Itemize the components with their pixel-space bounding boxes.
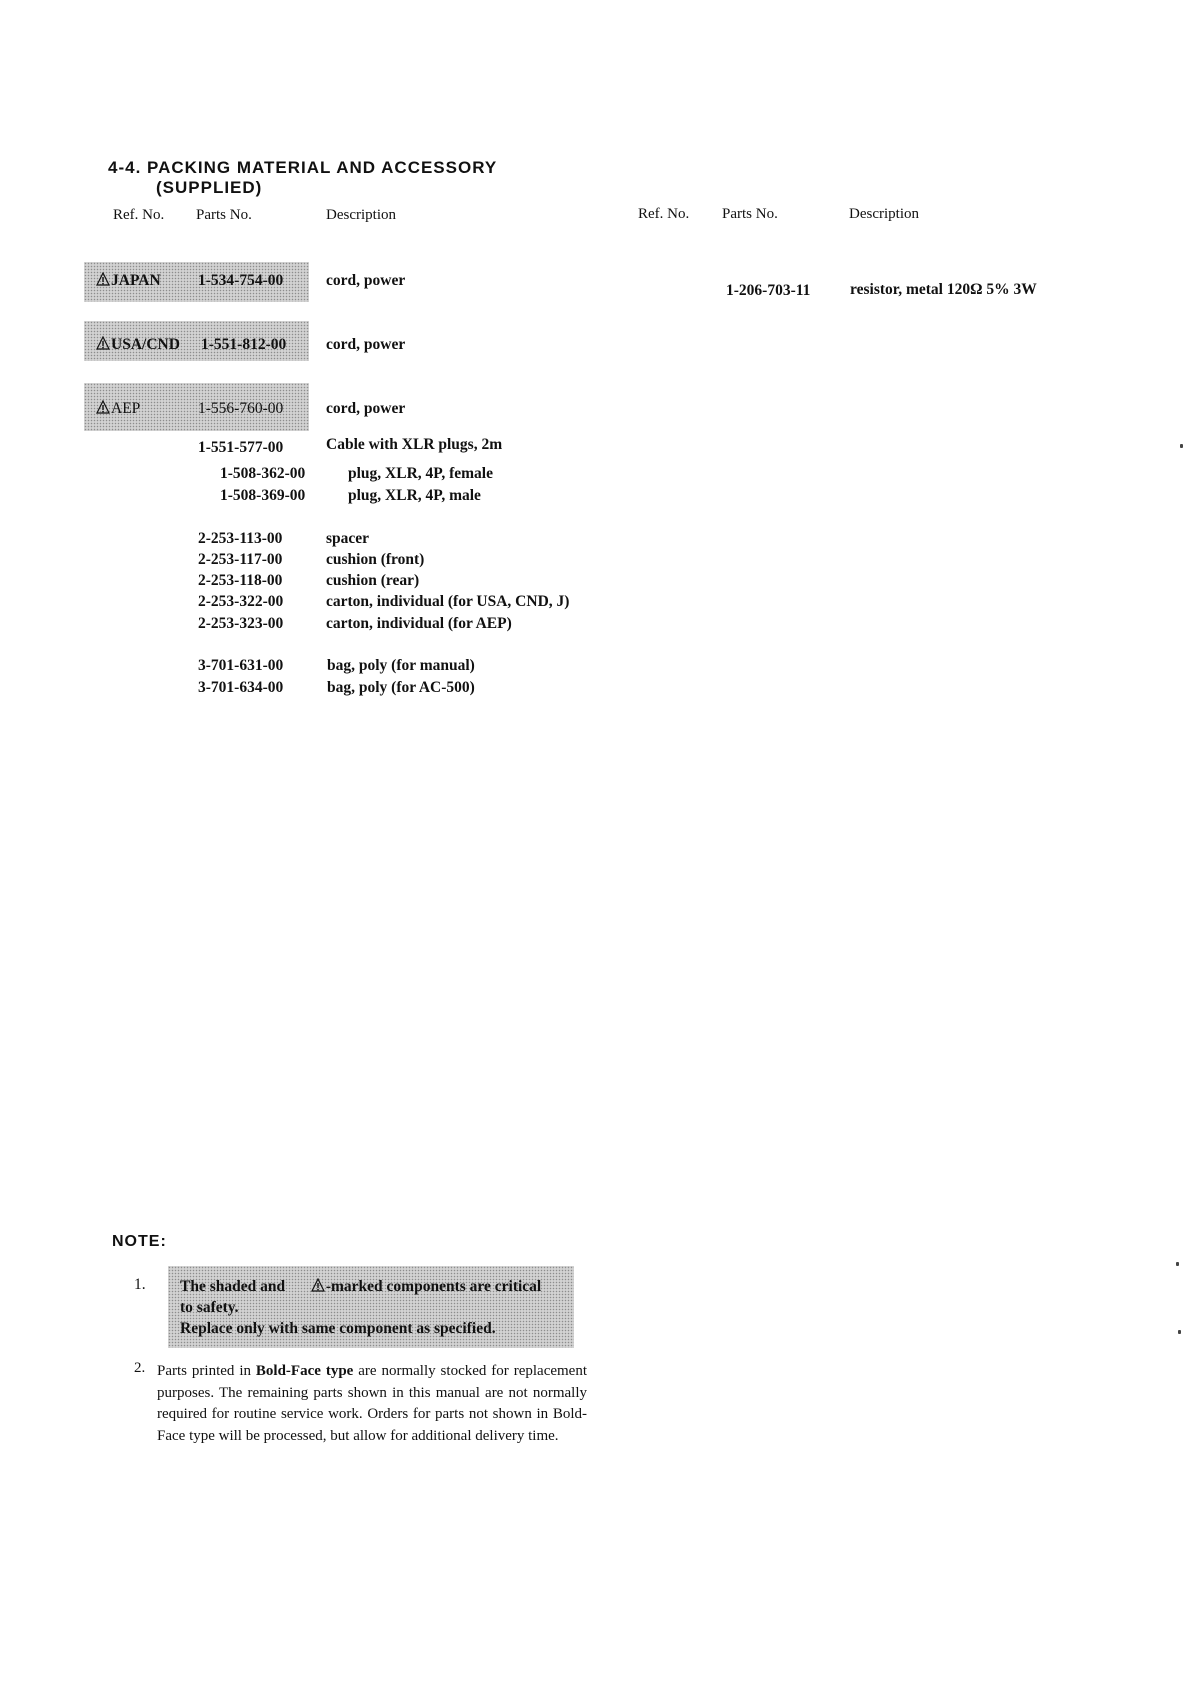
ref-no-header: Ref. No. (638, 206, 690, 222)
warning-triangle-icon (96, 336, 110, 350)
warning-triangle-icon (96, 400, 110, 414)
parts-row-part: 2-253-118-00 (198, 572, 283, 589)
parts-row-desc: carton, individual (for AEP) (326, 615, 512, 632)
safety-row-part: 1-551-812-00 (201, 336, 287, 353)
safety-row-desc: cord, power (326, 272, 406, 289)
safety-row-ref: AEP (111, 400, 141, 417)
warning-triangle-icon (96, 272, 110, 286)
parts-row-desc: cushion (front) (326, 551, 425, 568)
safety-row-desc: cord, power (326, 400, 406, 417)
section-subtitle: (SUPPLIED) (156, 178, 263, 197)
parts-no-header: Parts No. (196, 207, 252, 223)
parts-row-desc: carton, individual (for USA, CND, J) (326, 593, 570, 610)
warning-triangle-icon (311, 1278, 325, 1292)
parts-row-desc: bag, poly (for manual) (327, 657, 475, 674)
safety-row-part: 1-534-754-00 (198, 272, 284, 289)
parts-row-desc: cushion (rear) (326, 572, 420, 589)
parts-row-part: 1-551-577-00 (198, 439, 284, 456)
scan-speck (1180, 444, 1183, 448)
parts-row-desc: plug, XLR, 4P, female (348, 465, 493, 482)
parts-row-desc: spacer (326, 530, 370, 547)
description-header: Description (849, 206, 919, 222)
note-item-2-text: Parts printed in Bold-Face type are normally stocked for replacement purposes. The remaining parts shown in this manual are not normally required for routine service work. Orders for parts not shown in Bold-Face type will be processed, but allow for additional delivery time. (157, 1363, 587, 1444)
safety-row-part: 1-556-760-00 (198, 400, 284, 417)
parts-row-desc: bag, poly (for AC-500) (327, 679, 475, 696)
safety-row-ref: JAPAN (111, 272, 161, 289)
parts-row-part: 3-701-634-00 (198, 679, 284, 696)
safety-row-ref: USA/CND (111, 336, 180, 353)
note-item-1-line-1: The shaded and -marked components are critical (180, 1278, 542, 1295)
description-header: Description (326, 207, 396, 223)
note-item-1-line-2: to safety. (180, 1299, 239, 1316)
parts-no-header: Parts No. (722, 206, 778, 222)
parts-row-desc: plug, XLR, 4P, male (348, 487, 481, 504)
parts-row-desc: resistor, metal 120Ω 5% 3W (850, 281, 1037, 298)
scan-speck (1176, 1262, 1179, 1266)
parts-row-part: 2-253-323-00 (198, 615, 284, 632)
safety-row-desc: cord, power (326, 336, 406, 353)
parts-row-part: 1-206-703-11 (726, 282, 811, 299)
note-item-1-line-3: Replace only with same component as specified. (180, 1320, 496, 1337)
note-item-number: 1. (134, 1276, 146, 1293)
parts-row-desc: Cable with XLR plugs, 2m (326, 436, 503, 453)
parts-row-part: 3-701-631-00 (198, 657, 284, 674)
scan-speck (1178, 1330, 1181, 1334)
section-title: 4-4. PACKING MATERIAL AND ACCESSORY (108, 158, 498, 177)
ref-no-header: Ref. No. (113, 207, 165, 223)
parts-row-part: 1-508-362-00 (220, 465, 306, 482)
note-title: NOTE: (112, 1233, 167, 1250)
parts-row-part: 1-508-369-00 (220, 487, 306, 504)
parts-row-part: 2-253-117-00 (198, 551, 283, 568)
note-item-number: 2. (134, 1360, 146, 1376)
parts-row-part: 2-253-113-00 (198, 530, 283, 547)
parts-row-part: 2-253-322-00 (198, 593, 284, 610)
